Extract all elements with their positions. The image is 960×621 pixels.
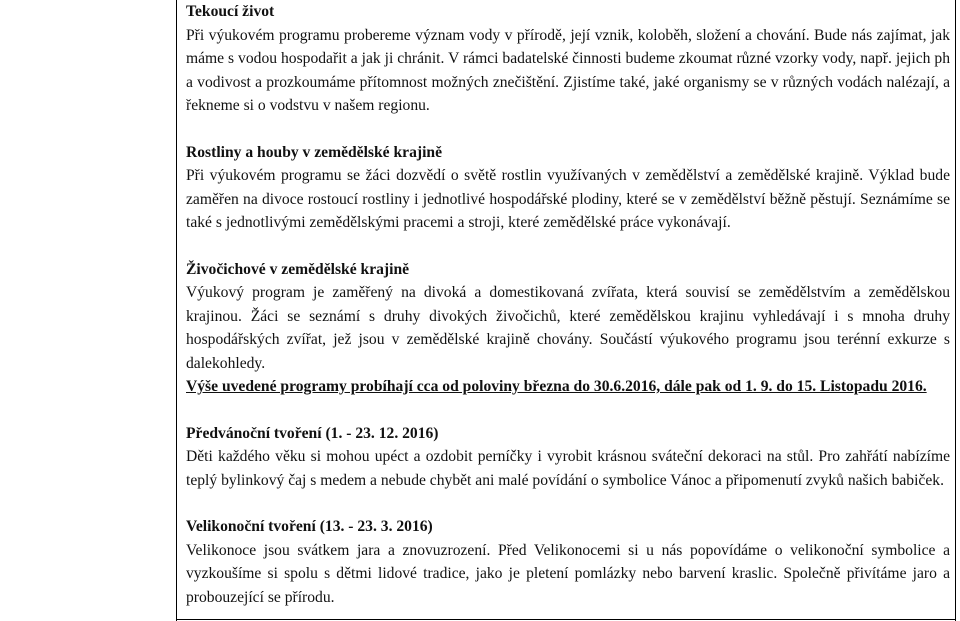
section-velikonocni-tvoreni xyxy=(186,515,950,609)
section-text: Děti každého věku si mohou upéct a ozdobit perníčky i vyrobit krásnou sváteční dekoraci na stůl. Pro zahřátí nabízíme teplý bylinkový čaj s medem a nebude chybět ani malé povídání o symbolice Vánoc a připomenutí zvyků našich babiček. xyxy=(186,448,950,489)
section-title: Předvánoční tvoření (1. - 23. 12. 2016) xyxy=(186,424,439,442)
table-border-left xyxy=(176,0,177,621)
section-text: Při výukovém programu se žáci dozvědí o světě rostlin využívaných v zemědělství a zemědělské krajině. Výklad bude zaměřen na divoce rostoucí rostliny i jednotlivé hospodářské plodiny, které se v zemědělství běžně pěstují. Seznámíme se také s jednotlivými zemědělskými pracemi a stroji, které zemědělské práce vykonávají. xyxy=(186,167,950,231)
section-title: Velikonoční tvoření (13. - 23. 3. 2016) xyxy=(186,518,433,535)
schedule-notice: Výše uvedené programy probíhají cca od poloviny března do 30.6.2016, dále pak od 1. 9. do 15. Listopadu 2016. xyxy=(186,378,927,395)
section-rostliny-a-houby xyxy=(186,141,950,235)
section-text: Výukový program je zaměřený na divoká a domestikovaná zvířata, která souvisí se zemědělstvím a zemědělskou krajinou. Žáci se seznámí s druhy divokých živočichů, které zemědělskou krajinu vyhledávají i s mnoha druhy hospodářských zvířat, jež jsou v zemědělské krajině chovány. Součástí výukového programu jsou terénní exkurze s dalekohledy. xyxy=(186,284,950,372)
section-title: Živočichové v zemědělské krajině xyxy=(186,260,410,278)
section-title: Rostliny a houby v zemědělské krajině xyxy=(186,143,443,161)
table-border-bottom xyxy=(176,619,956,620)
table-border-right xyxy=(955,0,956,621)
program-description-cell xyxy=(186,0,950,609)
section-predvanocni-tvoreni xyxy=(186,422,950,493)
section-zivocichove xyxy=(186,258,950,399)
section-text: Velikonoce jsou svátkem jara a znovuzrození. Před Velikonocemi si u nás popovídáme o velikonoční symbolice a vyzkoušíme si spolu s dětmi lidové tradice, jako je pletení pomlázky nebo barvení kraslic. Společně přivítáme jaro a probouzející se přírodu. xyxy=(186,541,950,606)
section-tekouci-zivot xyxy=(186,0,950,118)
section-title: Tekoucí život xyxy=(186,3,275,20)
section-text: Při výukovém programu probereme význam vody v přírodě, její vznik, koloběh, složení a chování. Bude nás zajímat, jak máme s vodou hospodařit a jak ji chránit. V rámci badatelské činnosti budeme zkoumat různé vzorky vody, např. jejich ph a vodivost a prozkoumáme přítomnost možných znečištění. Zjistíme také, jaké organismy se v různých vodách nalézají, a řekneme si o vodstvu v našem regionu. xyxy=(186,26,950,114)
